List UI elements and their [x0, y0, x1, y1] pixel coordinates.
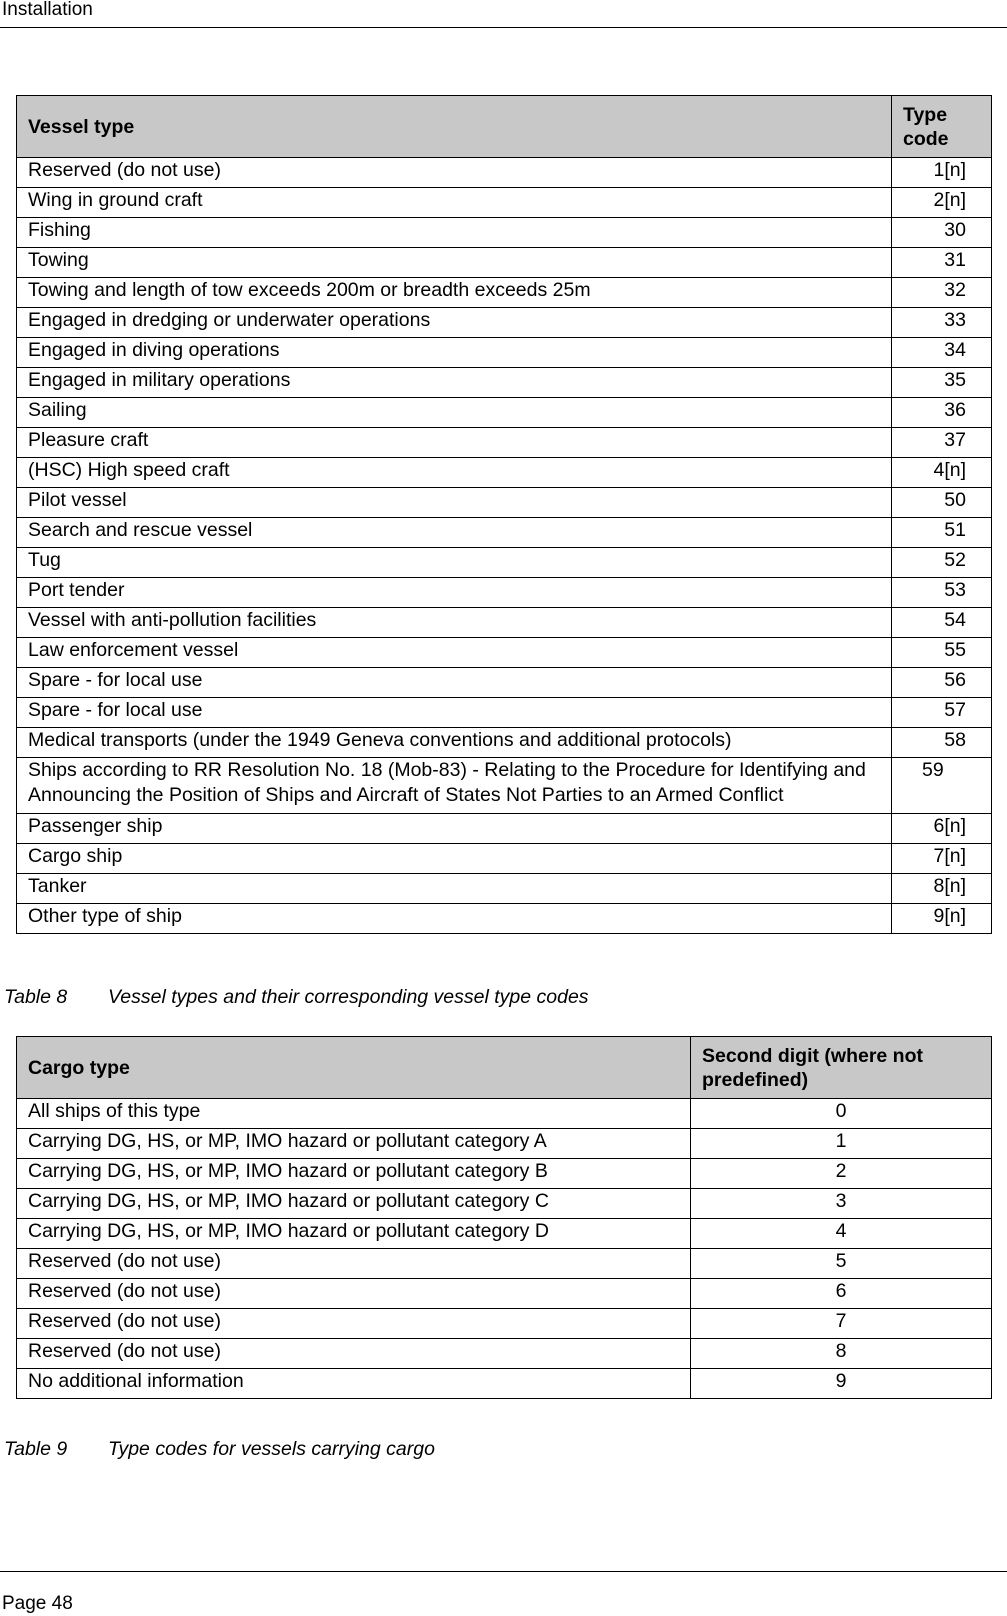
code-cell: 4[n] — [892, 458, 992, 488]
cargo-type-table — [16, 1036, 992, 1399]
table-row — [17, 308, 992, 338]
table-row — [17, 458, 992, 488]
table-row — [17, 904, 992, 934]
type-cell: Reserved (do not use) — [17, 1249, 691, 1279]
footer-divider — [0, 1571, 1007, 1572]
code-cell: 5 — [691, 1249, 992, 1279]
code-cell: 7 — [691, 1309, 992, 1339]
code-cell: 58 — [892, 728, 992, 758]
caption-text: Type codes for vessels carrying cargo — [108, 1438, 435, 1460]
type-cell: Carrying DG, HS, or MP, IMO hazard or pollutant category D — [17, 1219, 691, 1249]
type-cell: Tanker — [17, 874, 892, 904]
page-header-title: Installation — [2, 0, 93, 20]
code-cell: 1[n] — [892, 158, 992, 188]
type-cell: Sailing — [17, 398, 892, 428]
code-cell: 4 — [691, 1219, 992, 1249]
table-row — [17, 758, 992, 814]
type-cell: Towing — [17, 248, 892, 278]
table-row — [17, 278, 992, 308]
table-row — [17, 248, 992, 278]
table-row — [17, 188, 992, 218]
code-cell: 53 — [892, 578, 992, 608]
type-cell: No additional information — [17, 1369, 691, 1399]
type-cell: Reserved (do not use) — [17, 1339, 691, 1369]
type-cell: Pilot vessel — [17, 488, 892, 518]
code-cell: 36 — [892, 398, 992, 428]
table-row — [17, 698, 992, 728]
type-cell: Cargo ship — [17, 844, 892, 874]
type-cell: Tug — [17, 548, 892, 578]
column-header-cargo-type: Cargo type — [17, 1037, 691, 1099]
table-row — [17, 814, 992, 844]
column-header-vessel-type: Vessel type — [17, 96, 892, 158]
code-cell: 34 — [892, 338, 992, 368]
type-cell: (HSC) High speed craft — [17, 458, 892, 488]
table-row — [17, 1309, 992, 1339]
table-row — [17, 518, 992, 548]
code-cell: 50 — [892, 488, 992, 518]
column-header-second-digit: Second digit (where not predefined) — [691, 1037, 992, 1099]
table-row — [17, 398, 992, 428]
code-cell: 30 — [892, 218, 992, 248]
code-cell: 33 — [892, 308, 992, 338]
type-cell: Passenger ship — [17, 814, 892, 844]
table-row — [17, 368, 992, 398]
type-cell: Pleasure craft — [17, 428, 892, 458]
code-cell: 0 — [691, 1099, 992, 1129]
table-row — [17, 1099, 992, 1129]
type-cell: Medical transports (under the 1949 Geneva conventions and additional protocols) — [17, 728, 892, 758]
table-9-caption — [4, 1438, 435, 1460]
caption-text: Vessel types and their corresponding vessel type codes — [108, 986, 589, 1008]
type-cell: Spare - for local use — [17, 698, 892, 728]
type-cell: Other type of ship — [17, 904, 892, 934]
code-cell: 6 — [691, 1279, 992, 1309]
code-cell: 1 — [691, 1129, 992, 1159]
code-cell: 2[n] — [892, 188, 992, 218]
table-header-row — [17, 1037, 992, 1099]
code-cell: 8[n] — [892, 874, 992, 904]
type-cell: Carrying DG, HS, or MP, IMO hazard or pollutant category B — [17, 1159, 691, 1189]
table-row — [17, 844, 992, 874]
type-cell: All ships of this type — [17, 1099, 691, 1129]
type-cell: Vessel with anti-pollution facilities — [17, 608, 892, 638]
header-divider — [0, 27, 1007, 28]
table-row — [17, 428, 992, 458]
type-cell: Wing in ground craft — [17, 188, 892, 218]
table-row — [17, 578, 992, 608]
code-cell: 8 — [691, 1339, 992, 1369]
table-row — [17, 1129, 992, 1159]
type-cell: Ships according to RR Resolution No. 18 (Mob-83) - Relating to the Procedure for Identifying and Announcing the Position of Ships and Aircraft of States Not Parties to an Armed Conflict — [17, 758, 892, 814]
type-cell: Engaged in diving operations — [17, 338, 892, 368]
type-cell: Reserved (do not use) — [17, 1309, 691, 1339]
table-row — [17, 1249, 992, 1279]
vessel-type-table — [16, 95, 992, 934]
table-8-caption — [4, 986, 589, 1008]
page-number: Page 48 — [2, 1593, 73, 1614]
table-row — [17, 488, 992, 518]
code-cell: 32 — [892, 278, 992, 308]
table-row — [17, 608, 992, 638]
caption-number: Table 9 — [4, 1438, 68, 1460]
code-cell: 52 — [892, 548, 992, 578]
table-row — [17, 668, 992, 698]
table-row — [17, 158, 992, 188]
table-row — [17, 548, 992, 578]
table-row — [17, 1189, 992, 1219]
code-cell: 54 — [892, 608, 992, 638]
type-cell: Spare - for local use — [17, 668, 892, 698]
table-row — [17, 638, 992, 668]
table-row — [17, 874, 992, 904]
code-cell: 31 — [892, 248, 992, 278]
table-row — [17, 1339, 992, 1369]
type-cell: Reserved (do not use) — [17, 1279, 691, 1309]
type-cell: Law enforcement vessel — [17, 638, 892, 668]
table-row — [17, 1159, 992, 1189]
code-cell: 3 — [691, 1189, 992, 1219]
code-cell: 6[n] — [892, 814, 992, 844]
vessel-type-table-body — [17, 158, 992, 934]
code-cell: 7[n] — [892, 844, 992, 874]
code-cell: 37 — [892, 428, 992, 458]
table-row — [17, 218, 992, 248]
code-cell: 9[n] — [892, 904, 992, 934]
code-cell: 2 — [691, 1159, 992, 1189]
table-row — [17, 338, 992, 368]
code-cell: 9 — [691, 1369, 992, 1399]
table-row — [17, 1369, 992, 1399]
code-cell: 57 — [892, 698, 992, 728]
type-cell: Search and rescue vessel — [17, 518, 892, 548]
type-cell: Engaged in military operations — [17, 368, 892, 398]
type-cell: Fishing — [17, 218, 892, 248]
table-row — [17, 1219, 992, 1249]
code-cell: 56 — [892, 668, 992, 698]
type-cell: Engaged in dredging or underwater operations — [17, 308, 892, 338]
type-cell: Carrying DG, HS, or MP, IMO hazard or pollutant category C — [17, 1189, 691, 1219]
code-cell: 51 — [892, 518, 992, 548]
table-row — [17, 1279, 992, 1309]
code-cell: 35 — [892, 368, 992, 398]
code-cell: 55 — [892, 638, 992, 668]
code-cell: 59 — [892, 758, 992, 814]
table-row — [17, 728, 992, 758]
column-header-type-code: Type code — [892, 96, 992, 158]
type-cell: Reserved (do not use) — [17, 158, 892, 188]
type-cell: Port tender — [17, 578, 892, 608]
table-header-row — [17, 96, 992, 158]
cargo-type-table-body — [17, 1099, 992, 1399]
caption-number: Table 8 — [4, 986, 68, 1008]
type-cell: Carrying DG, HS, or MP, IMO hazard or pollutant category A — [17, 1129, 691, 1159]
type-cell: Towing and length of tow exceeds 200m or breadth exceeds 25m — [17, 278, 892, 308]
